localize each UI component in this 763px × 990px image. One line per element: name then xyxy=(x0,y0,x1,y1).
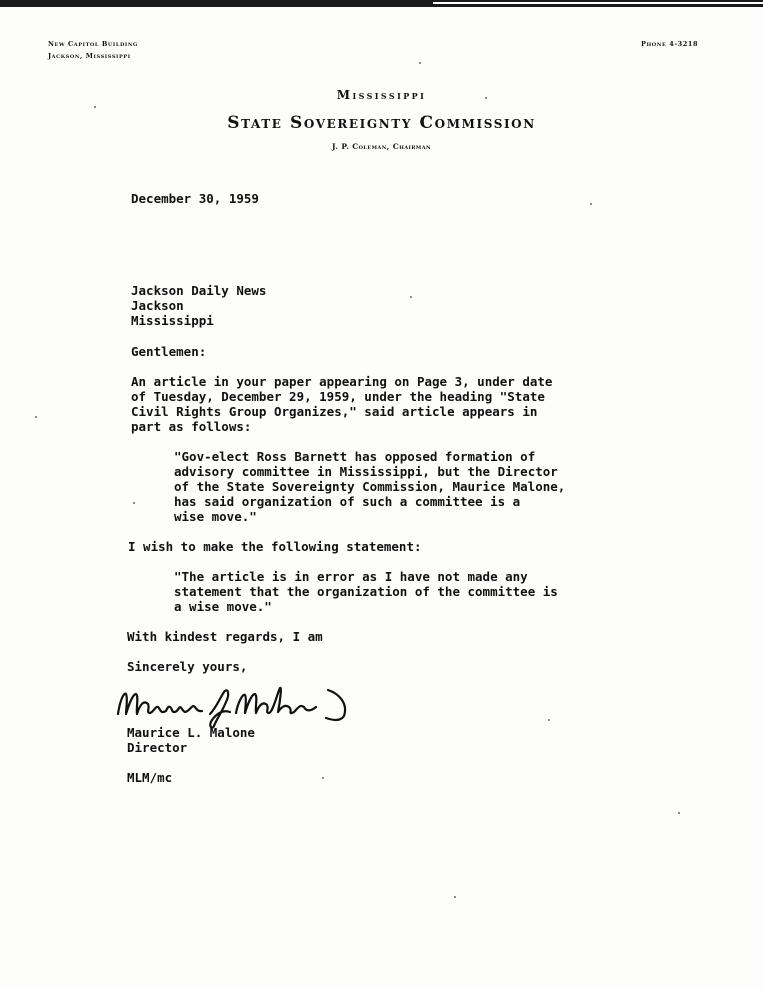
statement-line: "The article is in error as I have not made any xyxy=(174,569,528,584)
signer-name: Maurice L. Malone xyxy=(127,725,255,740)
statement-line: a wise move." xyxy=(174,599,272,614)
body-line: An article in your paper appearing on Page 3, under date xyxy=(131,374,553,389)
letterhead-chairman: J. P. Coleman, Chairman xyxy=(332,142,431,151)
quote-line: has said organization of such a committee is a xyxy=(174,494,521,509)
letterhead-phone: Phone 4-3218 xyxy=(641,40,699,48)
top-border-rule xyxy=(0,0,763,7)
quote-line: advisory committee in Mississippi, but the Director xyxy=(174,464,558,479)
statement-line: statement that the organization of the committee is xyxy=(174,584,558,599)
recipient-line: Jackson xyxy=(131,298,184,313)
body-line: Civil Rights Group Organizes," said article appears in xyxy=(131,404,538,419)
signer-title: Director xyxy=(127,740,188,755)
body-line: of Tuesday, December 29, 1959, under the heading "State xyxy=(131,389,545,404)
recipient-line: Mississippi xyxy=(131,313,214,328)
salutation: Gentlemen: xyxy=(131,344,207,359)
body-line: part as follows: xyxy=(131,419,252,434)
recipient-line: Jackson Daily News xyxy=(131,283,267,298)
letterhead-commission: State Sovereignty Commission xyxy=(227,113,536,133)
address-line-2: Jackson, Mississippi xyxy=(48,52,131,60)
letterhead-state: Mississippi xyxy=(336,88,427,102)
address-line-1: New Capitol Building xyxy=(48,40,138,48)
typist-initials: MLM/mc xyxy=(127,770,173,785)
letter-date: December 30, 1959 xyxy=(131,191,259,206)
quote-line: "Gov-elect Ross Barnett has opposed formation of xyxy=(174,449,536,464)
signature-text: Maurice L. Malone xyxy=(112,730,123,731)
quote-line: wise move." xyxy=(174,509,257,524)
quote-line: of the State Sovereignty Commission, Maurice Malone, xyxy=(174,479,566,494)
statement-intro: I wish to make the following statement: xyxy=(128,539,422,554)
closing-line: With kindest regards, I am xyxy=(127,629,323,644)
letterhead-address xyxy=(48,38,138,62)
valediction: Sincerely yours, xyxy=(127,659,248,674)
